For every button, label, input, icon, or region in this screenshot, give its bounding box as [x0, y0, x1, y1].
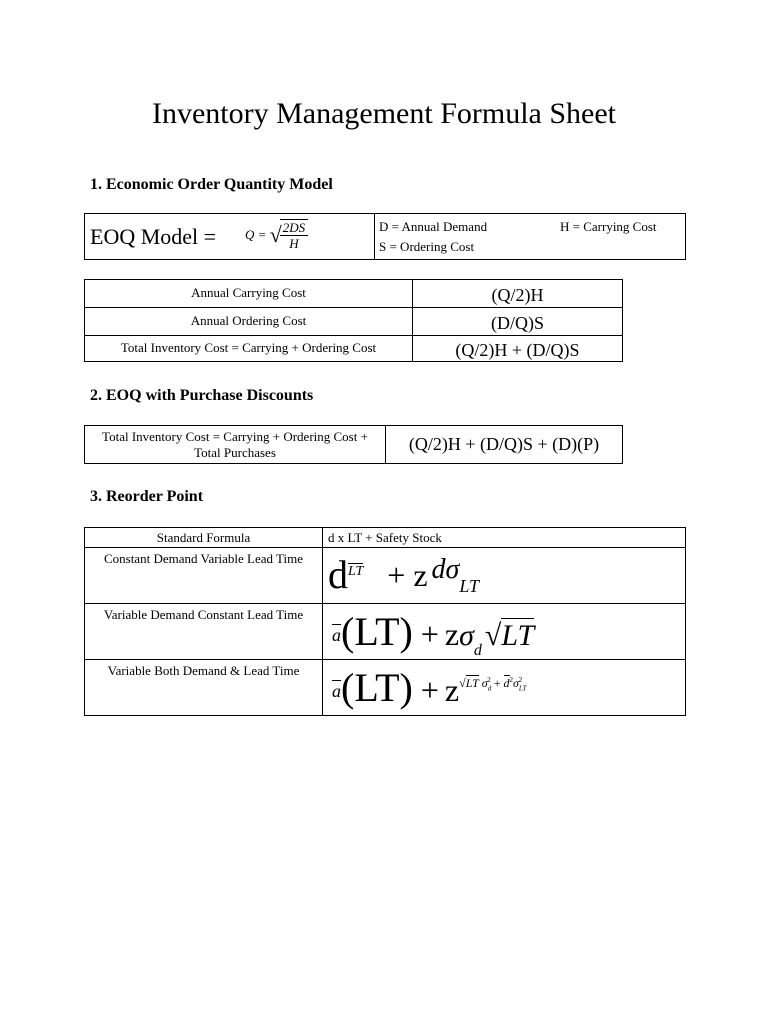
def-ordering-cost: S = Ordering Cost — [379, 239, 475, 254]
reorder-row-label: Standard Formula — [156, 530, 251, 545]
fraction-denominator: H — [289, 236, 299, 251]
sqrt-icon: √ — [484, 619, 502, 652]
subscript-lt: LT — [459, 576, 480, 596]
section-heading-discounts: 2. EOQ with Purchase Discounts — [90, 387, 314, 404]
reorder-row-formula: d x LT + Safety Stock — [328, 530, 442, 545]
plus-sign: + — [420, 672, 439, 708]
plus-sign: + — [420, 616, 439, 652]
exponent-group — [459, 676, 527, 693]
symbol-d-bar: d — [503, 676, 510, 690]
sqrt-lt: LT — [501, 619, 535, 652]
reorder-row-label: Variable Both Demand & Lead Time — [107, 663, 300, 678]
lt-paren: (LT) — [341, 665, 413, 710]
row-divider — [85, 547, 685, 548]
cost-row-label: Annual Carrying Cost — [191, 285, 306, 300]
subscript-d: d — [473, 642, 482, 659]
sqrt-lt: LT — [465, 676, 479, 690]
cost-row-label: Total Inventory Cost = Carrying + Ordering Cost — [120, 340, 377, 355]
discount-label-line2: Total Purchases — [194, 445, 276, 460]
symbol-z: z — [444, 616, 460, 652]
reorder-formula-variable-both — [332, 662, 527, 714]
sqrt-icon: √ — [459, 676, 466, 690]
eoq-model-box — [84, 213, 686, 260]
sigma-symbol: σ — [481, 676, 488, 690]
symbol-a-bar: a — [332, 681, 341, 701]
eoq-formula — [245, 219, 308, 251]
sigma-symbol: σ — [513, 676, 519, 690]
reorder-table — [84, 527, 686, 716]
lt-bar: LT — [348, 564, 364, 579]
reorder-formula-variable-lead — [328, 550, 479, 600]
section-heading-reorder: 3. Reorder Point — [90, 488, 204, 505]
divider — [322, 528, 323, 715]
row-divider — [85, 335, 622, 336]
eoq-fraction — [280, 219, 308, 251]
symbol-z: z — [413, 557, 428, 593]
eoq-label: EOQ Model = — [90, 224, 217, 249]
sigma-symbol: σ — [459, 619, 474, 652]
def-annual-demand: D = Annual Demand — [379, 219, 488, 234]
sigma-symbol: σ — [445, 554, 460, 585]
lt-paren: (LT) — [341, 609, 413, 654]
symbol-d-sup: d — [431, 554, 446, 585]
cost-row-formula: (Q/2)H + (D/Q)S — [455, 340, 580, 360]
superscript-2: 2 — [509, 676, 513, 684]
subscript-d: d — [487, 684, 492, 693]
plus-sign: + — [387, 557, 406, 593]
discount-table — [84, 425, 623, 464]
symbol-z: z — [444, 672, 460, 708]
fraction-numerator: 2DS — [280, 220, 308, 236]
cost-row-label: Annual Ordering Cost — [190, 313, 307, 328]
superscript-2: 2 — [518, 676, 523, 684]
sqrt-icon: √ — [269, 222, 282, 247]
cost-row-formula: (D/Q)S — [491, 313, 544, 333]
superscript-2: 2 — [487, 676, 491, 684]
plus-sign: + — [493, 676, 501, 690]
symbol-a-bar: a — [332, 625, 341, 645]
row-divider — [85, 307, 622, 308]
cost-row-formula: (Q/2)H — [491, 285, 544, 305]
discount-label-line1: Total Inventory Cost = Carrying + Ordering Cost + — [102, 429, 368, 444]
reorder-row-label: Constant Demand Variable Lead Time — [103, 551, 304, 566]
subscript-lt: LT — [518, 684, 527, 693]
reorder-formula-variable-demand — [332, 606, 534, 658]
page-title: Inventory Management Formula Sheet — [151, 97, 617, 130]
row-divider — [85, 659, 685, 660]
cost-table — [84, 279, 623, 362]
q-equals: Q = — [245, 227, 267, 242]
row-divider — [85, 603, 685, 604]
def-carrying-cost: H = Carrying Cost — [560, 219, 657, 234]
reorder-row-label: Variable Demand Constant Lead Time — [103, 607, 304, 622]
section-heading-eoq: 1. Economic Order Quantity Model — [90, 176, 333, 193]
divider — [374, 214, 375, 259]
symbol-d: d — [328, 552, 348, 597]
discount-formula: (Q/2)H + (D/Q)S + (D)(P) — [408, 434, 600, 454]
